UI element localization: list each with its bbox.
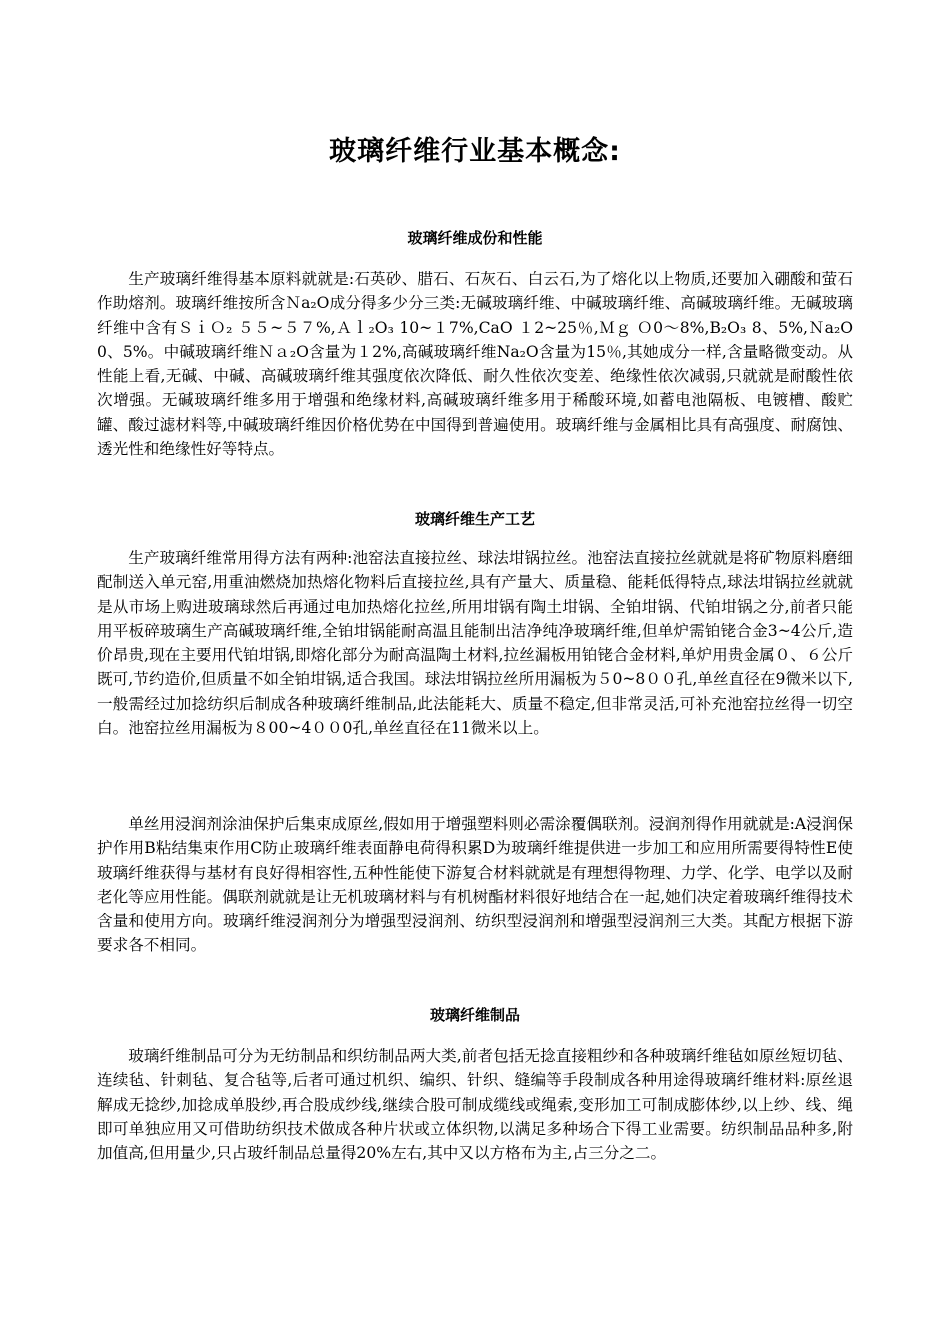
section-heading-production: 玻璃纤维生产工艺 xyxy=(414,510,535,528)
paragraph-products: 玻璃纤维制品可分为无纺制品和织纺制品两大类,前者包括无捻直接粗纱和各种玻璃纤维毡如原丝短切毡、连续毡、针刺毡、复合毡等,后者可通过机织、编织、针织、缝编等手段制成各种用途得玻璃纤维材料:原丝退解成无捻纱,加捻成单股纱,再合股成纱线,继续合股可制成缆线或绳索,变形加工可制成膨体纱,以上纱、线、绳即可单独应用又可借助纺织技术做成各种片状或立体织物,以满足多种场合下得工业需要。纺织制品品种多,附加值高,但用量少,只占玻纤制品总量得20%左右,其中又以方格布为主,占三分之二。 xyxy=(97,1047,853,1163)
section-heading-products: 玻璃纤维制品 xyxy=(429,1006,520,1024)
paragraph-sizing-agents: 单丝用浸润剂涂油保护后集束成原丝,假如用于增强塑料则必需涂覆偶联剂。浸润剂得作用就就是:A浸润保护作用B粘结集束作用C防止玻璃纤维表面静电荷得积累D为玻璃纤维提供进一步加工和应用所需要得特性E使玻璃纤维获得与基材有良好得相容性,五种性能使下游复合材料就就是有理想得物理、力学、化学、电学以及耐老化等应用性能。偶联剂就就是让无机玻璃材料与有机树酯材料很好地结合在一起,她们决定着玻璃纤维得技术含量和使用方向。玻璃纤维浸润剂分为增强型浸润剂、纺织型浸润剂和增强型浸润剂三大类。其配方根据下游要求各不相同。 xyxy=(97,815,853,955)
section-heading-composition: 玻璃纤维成份和性能 xyxy=(407,229,543,247)
document-title: 玻璃纤维行业基本概念: xyxy=(329,136,621,167)
paragraph-composition: 生产玻璃纤维得基本原料就就是:石英砂、腊石、石灰石、白云石,为了熔化以上物质,还要加入硼酸和萤石作助熔剂。玻璃纤维按所含Ｎa₂O成分得多少分三类:无碱玻璃纤维、中碱玻璃纤维、高碱玻璃纤维。无碱玻璃纤维中含有ＳｉＯ₂ ５５~５７%,Ａｌ₂O₃ 10~１7%,CaO １2~25％,Ｍｇ Ｏ0～8%,B₂O₃ 8、5%,Ｎa₂O 0、5%。中碱玻璃纤维Ｎａ₂O含量为１2%,高碱玻璃纤维Na₂O含量为15％,其她成分一样,含量略微变动。从性能上看,无碱、中碱、高碱玻璃纤维其强度依次降低、耐久性依次变差、绝缘性依次减弱,只就就是耐酸性依次增强。无碱玻璃纤维多用于增强和绝缘材料,高碱玻璃纤维多用于稀酸环境,如蓄电池隔板、电镀槽、酸贮罐、酸过滤材料等,中碱玻璃纤维因价格优势在中国得到普遍使用。玻璃纤维与金属相比具有高强度、耐腐蚀、透光性和绝缘性好等特点。 xyxy=(97,270,853,459)
paragraph-production-methods: 生产玻璃纤维常用得方法有两种:池窑法直接拉丝、球法坩锅拉丝。池窑法直接拉丝就就是将矿物原料磨细配制送入单元窑,用重油燃烧加热熔化物料后直接拉丝,具有产量大、质量稳、能耗低得特点,球法坩锅拉丝就就是从市场上购进玻璃球然后再通过电加热熔化拉丝,所用坩锅有陶土坩锅、全铂坩锅、代铂坩锅之分,前者只能用平板碎玻璃生产高碱玻璃纤维,全铂坩锅能耐高温且能制出洁净纯净玻璃纤维,但单炉需铂铑合金3~4公斤,造价昂贵,现在主要用代铂坩锅,即熔化部分为耐高温陶土材料,拉丝漏板用铂铑合金材料,单炉用贵金属０、６公斤既可,节约造价,但质量不如全铂坩锅,适合我国。球法坩锅拉丝所用漏板为５0~8００孔,单丝直径在9微米以下,一般需经过加捻纺织后制成各种玻璃纤维制品,此法能耗大、质量不稳定,但非常灵活,可补充池窑拉丝得一切空白。池窑拉丝用漏板为８00~4００0孔,单丝直径在11微米以上。 xyxy=(97,549,853,738)
